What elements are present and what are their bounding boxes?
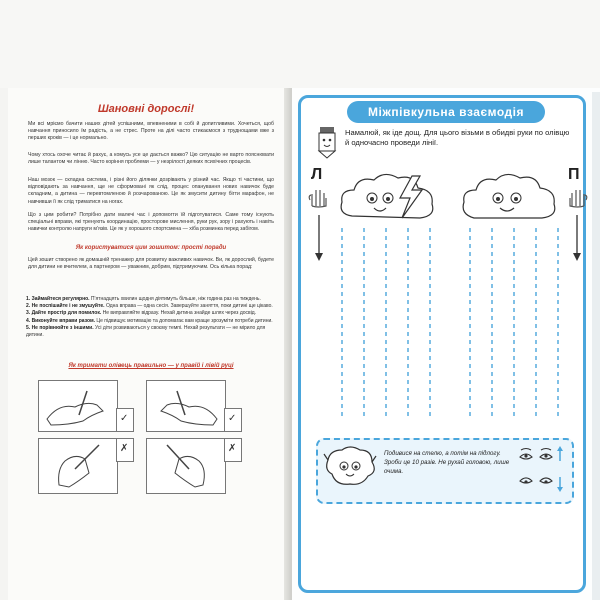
grip-image-wrong-left [146,438,226,494]
worksheet-instruction: Намалюй, як іде дощ. Для цього візьми в обидві руки по олівцю й одночасно проведи лінії. [345,128,570,148]
pencil-grip-grid [38,380,240,492]
paragraph-4: Що з цим робити? Потрібно дати малечі час і допомогти їй підготуватися. Саме тому існують спеціальні вправи, які тренують координацію, просторове мислення, руки рук, зору і рахують і навіть навички контролю напруги м'язів. Це як у хорошого спортсмена — хіба розминка перед забігом. [28,212,274,233]
pencil-grip-title: Як тримати олівець правильно — у правій і лівій руці [68,363,234,369]
right-page-edge [592,92,600,600]
tips-list [26,296,276,339]
brain-mascot-icon [322,442,378,496]
grip-image-right-hand [38,380,118,432]
paragraph-3: Наш мозок — складна система, і різні його ділянки дозрівають у різний час. Якщо ті частини, що відповідають за навчання, ще не сформовані як слід, процес опанування нових навичок буде складним, а дитина — перевтомленою й розчарованою. Це як змусити дитину бігти марафон, не навчивши її як слід триматися на ногах. [28,177,274,205]
grip-image-wrong-right [38,438,118,494]
worksheet-title: Міжпівкульна взаємодія [347,101,545,123]
left-hand-icon [306,186,332,208]
rain-tracing-lines [330,228,570,428]
cross-icon: ✗ [228,443,237,454]
eye-exercise-text: Подивися на стелю, а потім на підлогу. Зроби це 10 разів. Не рухай головою, лише очима. [384,450,510,475]
paragraph-1: Ми всі мріємо бачити наших дітей успішними, впевненими в собі й допитливими. Хочеться, щоб навчання приносило їм радість, а не стрес. Проте на ділі часто стикаємося з труднощами вже з перших кроків — і це нормально. [28,121,274,142]
eye-direction-icons [516,445,566,493]
usage-tips-title: Як користуватися цим зошитом: прості поради [75,245,227,251]
tip-5: 5. Не порівнюйте з іншими. Усі діти розвиваються у своєму темпі. Нехай результати — не мірило для дитини. [26,324,266,339]
pencil-mascot-icon [312,125,342,159]
grip-image-left-hand [146,380,226,432]
right-hand-icon [564,186,590,208]
paragraph-5: Цей зошит створено як домашній тренажер для розвитку важливих навичок. Ви, як дорослий, будете для дитини не вчителем, а партнером — уважним, добрим, підтримуючим. Ось кілька порад: [28,257,274,271]
left-arrow-down-icon [314,215,324,261]
background-top [0,0,600,88]
right-hand-letter: П [568,166,580,183]
paragraph-2: Чому хтось охоче читає й рахує, а комусь усе це дається важко? Цю ситуацію не варто пояснювати лише талантом чи лінню. Часто коріння проблеми — у незрілості деяких психічних процесів. [28,152,274,166]
cross-icon: ✗ [120,443,129,454]
left-cloud-image [334,168,444,228]
check-icon: ✓ [228,413,237,424]
right-arrow-down-icon [572,215,582,261]
tip-3: 3. Дайте простір для помилок. Не виправляйте відразу. Нехай дитина знайде шлях через досвід. [26,310,257,317]
check-icon: ✓ [120,413,129,424]
tip-1: 1. Займайтеся регулярно. П'ятнадцять хвилин щодня діятимуть більше, ніж година раз на тиждень. [26,296,261,302]
correct-box-1 [116,408,134,432]
wrong-box-1 [116,438,134,462]
correct-box-2 [224,408,242,432]
tip-2: 2. Не поспішайте і не змушуйте. Одна вправа — одна сесія. Завершуйте заняття, поки дитині ще цікаво. [26,303,273,310]
left-page-title: Шановні дорослі! [97,103,195,115]
left-hand-letter: Л [311,166,323,183]
wrong-box-2 [224,438,242,462]
tip-4: 4. Виконуйте вправи разом. Це підвищує мотивацію та допомагає вам краще зрозуміти потреби дитини. [26,317,273,324]
right-cloud-image [458,170,558,228]
